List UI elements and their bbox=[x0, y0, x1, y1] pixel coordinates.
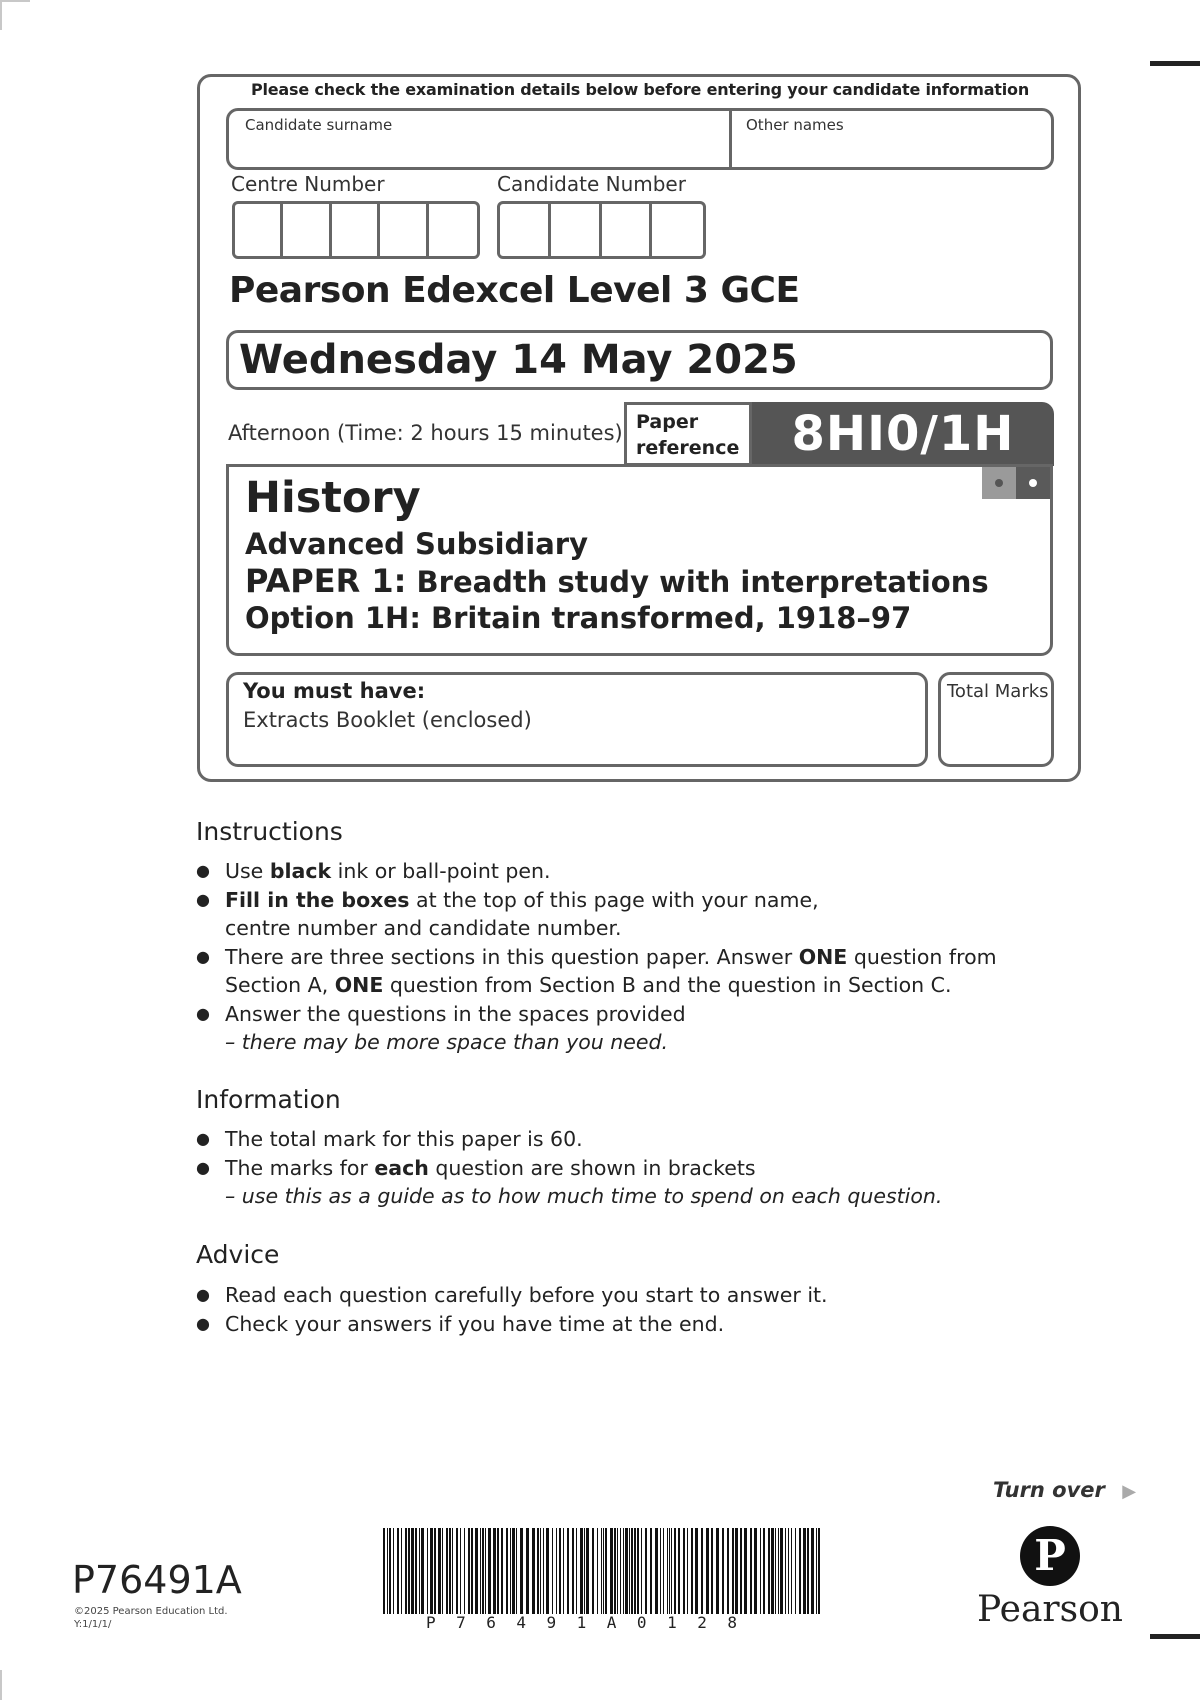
barcode-bar bbox=[520, 1528, 523, 1614]
item-bold: ONE bbox=[334, 973, 384, 997]
barcode-bar bbox=[788, 1528, 789, 1614]
barcode-bar bbox=[383, 1528, 385, 1614]
barcode-bar bbox=[735, 1528, 738, 1614]
copyright-line2: Y:1/1/1/ bbox=[74, 1619, 112, 1630]
barcode-bar bbox=[586, 1528, 589, 1614]
barcode-bar bbox=[421, 1528, 424, 1614]
barcode-bar bbox=[601, 1528, 602, 1614]
item-text: Section A, bbox=[225, 973, 335, 997]
list-item bbox=[196, 1281, 1096, 1310]
barcode-bar bbox=[791, 1528, 792, 1614]
barcode-bar bbox=[663, 1528, 664, 1614]
barcode-bar bbox=[434, 1528, 436, 1614]
tier-dot-grey bbox=[982, 467, 1016, 499]
barcode-bar bbox=[655, 1528, 658, 1614]
barcode-bar bbox=[442, 1528, 443, 1614]
barcode-bar bbox=[580, 1528, 583, 1614]
barcode-bar bbox=[744, 1528, 747, 1614]
list-item bbox=[196, 1310, 1096, 1339]
barcode-bar bbox=[405, 1528, 407, 1614]
item-text: Read each question carefully before you start to answer it. bbox=[225, 1283, 828, 1307]
barcode-bar bbox=[754, 1528, 757, 1614]
barcode-bar bbox=[389, 1528, 391, 1614]
item-text: question from Section B and the question in Section C. bbox=[383, 973, 952, 997]
barcode-bar bbox=[446, 1528, 448, 1614]
barcode-bar bbox=[460, 1528, 461, 1614]
instructions-list bbox=[196, 857, 1096, 1057]
centre-digit-box[interactable] bbox=[429, 204, 477, 256]
centre-number-label: Centre Number bbox=[231, 172, 385, 196]
barcode-bar bbox=[516, 1528, 517, 1614]
barcode-bar bbox=[572, 1528, 574, 1614]
other-names-label: Other names bbox=[746, 116, 844, 134]
advice-list bbox=[196, 1281, 1096, 1338]
svg-text:P: P bbox=[1034, 1531, 1066, 1580]
copyright bbox=[74, 1605, 228, 1631]
item-bold: Fill in the boxes bbox=[225, 887, 410, 912]
barcode-bar bbox=[763, 1528, 765, 1614]
turn-over-text: Turn over bbox=[993, 1478, 1105, 1502]
requirements-heading: You must have: bbox=[243, 679, 426, 703]
barcode-bar bbox=[567, 1528, 569, 1614]
barcode-bar bbox=[397, 1528, 399, 1614]
item-text: The total mark for this paper is 60. bbox=[225, 1127, 583, 1151]
barcode-bar bbox=[727, 1528, 729, 1614]
barcode-bar bbox=[620, 1528, 621, 1614]
barcode-bar bbox=[563, 1528, 564, 1614]
item-text: ink or ball-point pen. bbox=[331, 859, 551, 883]
barcode-bar bbox=[732, 1528, 734, 1614]
barcode-bar bbox=[546, 1528, 549, 1614]
barcode-bar bbox=[740, 1528, 742, 1614]
barcode-bar bbox=[614, 1528, 616, 1614]
requirements-box bbox=[226, 672, 928, 767]
candidate-digit-box[interactable] bbox=[500, 204, 551, 256]
barcode-digits: P76491A0128 bbox=[426, 1613, 758, 1632]
barcode-bar bbox=[610, 1528, 613, 1614]
barcode-bar bbox=[669, 1528, 670, 1614]
barcode-bar bbox=[818, 1528, 820, 1614]
tier-dot-dark bbox=[1016, 467, 1050, 499]
list-item bbox=[196, 1000, 1096, 1057]
pearson-logo bbox=[975, 1525, 1125, 1630]
item-text: Answer the questions in the spaces provided bbox=[225, 1001, 686, 1026]
barcode-bar bbox=[488, 1528, 491, 1614]
edge-mark-bottom bbox=[1150, 1634, 1200, 1639]
qualification-level: Advanced Subsidiary bbox=[245, 527, 589, 561]
barcode-bar bbox=[526, 1528, 529, 1614]
barcode-bar bbox=[482, 1528, 484, 1614]
barcode-bar bbox=[811, 1528, 814, 1614]
barcode-bar bbox=[427, 1528, 428, 1614]
paper-prefix: PAPER 1: bbox=[245, 562, 407, 600]
centre-digit-box[interactable] bbox=[332, 204, 380, 256]
pearson-p-icon bbox=[1019, 1525, 1081, 1587]
barcode-bar bbox=[768, 1528, 770, 1614]
barcode-bar bbox=[687, 1528, 688, 1614]
crop-mark-top-left-v bbox=[0, 0, 2, 30]
exam-date-box bbox=[226, 330, 1053, 390]
barcode-bar bbox=[452, 1528, 453, 1614]
list-item bbox=[196, 886, 1096, 943]
barcode-bar bbox=[415, 1528, 417, 1614]
barcode-bar bbox=[637, 1528, 639, 1614]
barcode-bar bbox=[543, 1528, 544, 1614]
barcode-bar bbox=[456, 1528, 458, 1614]
barcode-bar bbox=[683, 1528, 685, 1614]
barcode-bar bbox=[532, 1528, 535, 1614]
list-item bbox=[196, 857, 1096, 886]
barcode-bar bbox=[387, 1528, 388, 1614]
barcode-bar bbox=[485, 1528, 486, 1614]
barcode-bar bbox=[771, 1528, 774, 1614]
barcode-bar bbox=[671, 1528, 672, 1614]
barcode-bar bbox=[795, 1528, 796, 1614]
information-heading: Information bbox=[196, 1085, 341, 1114]
barcode-bar bbox=[711, 1528, 713, 1614]
barcode-bar bbox=[617, 1528, 618, 1614]
barcode-bar bbox=[760, 1528, 761, 1614]
barcode-bar bbox=[780, 1528, 783, 1614]
barcode-bar bbox=[475, 1528, 478, 1614]
candidate-digit-box[interactable] bbox=[652, 204, 703, 256]
barcode-bar bbox=[401, 1528, 402, 1614]
barcode-bar bbox=[722, 1528, 724, 1614]
item-text: question are shown in brackets bbox=[428, 1155, 756, 1180]
barcode-bar bbox=[641, 1528, 642, 1614]
barcode-bar bbox=[678, 1528, 680, 1614]
item-italic-note: – use this as a guide as to how much time to spend on each question. bbox=[225, 1184, 943, 1208]
barcode-bar bbox=[393, 1528, 394, 1614]
barcode-bar bbox=[556, 1528, 557, 1614]
barcode-bar bbox=[778, 1528, 779, 1614]
barcode-bar bbox=[650, 1528, 652, 1614]
paper-reference-label-line1: Paper bbox=[636, 411, 699, 433]
crop-mark-top-left bbox=[0, 0, 30, 2]
subject-title: History bbox=[245, 473, 421, 523]
item-text-line2 bbox=[225, 971, 1096, 1000]
barcode-bar bbox=[464, 1528, 465, 1614]
candidate-number-boxes[interactable] bbox=[497, 201, 706, 259]
exam-session: Afternoon (Time: 2 hours 15 minutes) bbox=[228, 421, 623, 445]
barcode-bar bbox=[419, 1528, 420, 1614]
barcode-bar bbox=[449, 1528, 451, 1614]
subject-box bbox=[226, 464, 1053, 656]
barcode-bar bbox=[645, 1528, 647, 1614]
barcode-bar bbox=[468, 1528, 470, 1614]
advice-heading: Advice bbox=[196, 1240, 280, 1269]
barcode-bar bbox=[497, 1528, 499, 1614]
barcode-bar bbox=[775, 1528, 776, 1614]
candidate-surname-label: Candidate surname bbox=[245, 116, 393, 134]
barcode-bar bbox=[716, 1528, 719, 1614]
barcode-bar bbox=[674, 1528, 676, 1614]
candidate-number-label: Candidate Number bbox=[497, 172, 686, 196]
candidate-digit-box[interactable] bbox=[551, 204, 602, 256]
list-item bbox=[196, 1154, 1096, 1211]
turn-over-arrow-icon: ▶ bbox=[1122, 1481, 1137, 1502]
paper-tier-dots bbox=[982, 467, 1050, 499]
item-text: Use bbox=[225, 859, 270, 883]
barcode-bar bbox=[480, 1528, 481, 1614]
item-text: There are three sections in this question paper. Answer bbox=[225, 944, 799, 969]
centre-digit-box[interactable] bbox=[283, 204, 331, 256]
barcode-bar bbox=[506, 1528, 508, 1614]
barcode-bar bbox=[701, 1528, 703, 1614]
paper-code: P76491A bbox=[72, 1558, 242, 1602]
barcode-bar bbox=[634, 1528, 636, 1614]
instructions-heading: Instructions bbox=[196, 817, 343, 846]
paper-reference-code: 8HI0/1H bbox=[791, 406, 1015, 462]
barcode-bar bbox=[785, 1528, 786, 1614]
barcode-bar bbox=[625, 1528, 628, 1614]
barcode-bar bbox=[512, 1528, 515, 1614]
item-bold: black bbox=[269, 859, 332, 883]
barcode-bar bbox=[660, 1528, 661, 1614]
copyright-line1: ©2025 Pearson Education Ltd. bbox=[74, 1606, 228, 1617]
candidate-digit-box[interactable] bbox=[602, 204, 653, 256]
barcode-bar bbox=[438, 1528, 441, 1614]
barcode-bar bbox=[605, 1528, 607, 1614]
barcode-bar bbox=[408, 1528, 410, 1614]
item-text: Check your answers if you have time at the end. bbox=[225, 1311, 725, 1336]
total-marks-box[interactable] bbox=[938, 672, 1054, 767]
paper-title bbox=[245, 562, 989, 600]
paper-option: Option 1H: Britain transformed, 1918–97 bbox=[245, 601, 912, 635]
item-text: question from bbox=[847, 944, 997, 969]
barcode-bar bbox=[803, 1528, 806, 1614]
total-marks-label: Total Marks bbox=[947, 681, 1049, 702]
item-italic-note: – there may be more space than you need. bbox=[225, 1030, 669, 1054]
barcode-bar bbox=[576, 1528, 577, 1614]
paper-reference-label-line2: reference bbox=[636, 437, 740, 459]
paper-reference-label-box bbox=[624, 402, 752, 466]
edge-mark-top bbox=[1150, 61, 1200, 66]
item-bold: each bbox=[374, 1155, 429, 1180]
barcode-bar bbox=[807, 1528, 809, 1614]
barcode-bar bbox=[750, 1528, 752, 1614]
exam-board-title: Pearson Edexcel Level 3 GCE bbox=[229, 270, 800, 311]
barcode-bar bbox=[816, 1528, 817, 1614]
paper-title-text: Breadth study with interpretations bbox=[406, 565, 989, 599]
barcode bbox=[383, 1528, 820, 1614]
crop-mark-bottom-left bbox=[0, 1670, 2, 1700]
barcode-bar bbox=[695, 1528, 698, 1614]
exam-date: Wednesday 14 May 2025 bbox=[239, 337, 798, 383]
list-item bbox=[196, 943, 1096, 1000]
paper-reference-code-box bbox=[752, 402, 1054, 466]
candidate-name-box[interactable] bbox=[226, 108, 1054, 170]
barcode-bar bbox=[501, 1528, 503, 1614]
barcode-bar bbox=[592, 1528, 594, 1614]
barcode-bar bbox=[631, 1528, 633, 1614]
barcode-bar bbox=[691, 1528, 693, 1614]
barcode-bar bbox=[471, 1528, 473, 1614]
item-text-line2: centre number and candidate number. bbox=[225, 916, 622, 940]
barcode-bar bbox=[493, 1528, 496, 1614]
turn-over-label bbox=[993, 1478, 1136, 1502]
barcode-bar bbox=[584, 1528, 585, 1614]
barcode-bar bbox=[667, 1528, 668, 1614]
centre-digit-box[interactable] bbox=[380, 204, 428, 256]
item-bold: ONE bbox=[798, 944, 848, 969]
barcode-bar bbox=[510, 1528, 511, 1614]
information-list bbox=[196, 1125, 1096, 1211]
barcode-bar bbox=[540, 1528, 541, 1614]
list-item bbox=[196, 1125, 1096, 1154]
centre-number-boxes[interactable] bbox=[232, 201, 480, 259]
barcode-bar bbox=[706, 1528, 709, 1614]
barcode-bar bbox=[629, 1528, 630, 1614]
barcode-bar bbox=[552, 1528, 553, 1614]
check-details-notice: Please check the examination details below before entering your candidate information bbox=[250, 80, 1030, 99]
paper-reference-box bbox=[624, 402, 1054, 466]
item-text: The marks for bbox=[225, 1155, 375, 1180]
barcode-bar bbox=[537, 1528, 539, 1614]
barcode-bar bbox=[411, 1528, 414, 1614]
barcode-bar bbox=[623, 1528, 624, 1614]
barcode-bar bbox=[430, 1528, 433, 1614]
barcode-bar bbox=[603, 1528, 604, 1614]
centre-digit-box[interactable] bbox=[235, 204, 283, 256]
barcode-bar bbox=[559, 1528, 561, 1614]
barcode-bar bbox=[799, 1528, 801, 1614]
pearson-wordmark: Pearson bbox=[977, 1589, 1123, 1630]
name-divider bbox=[729, 111, 732, 167]
requirements-item: Extracts Booklet (enclosed) bbox=[243, 708, 532, 732]
item-text: at the top of this page with your name, bbox=[409, 887, 819, 912]
barcode-bar bbox=[597, 1528, 598, 1614]
